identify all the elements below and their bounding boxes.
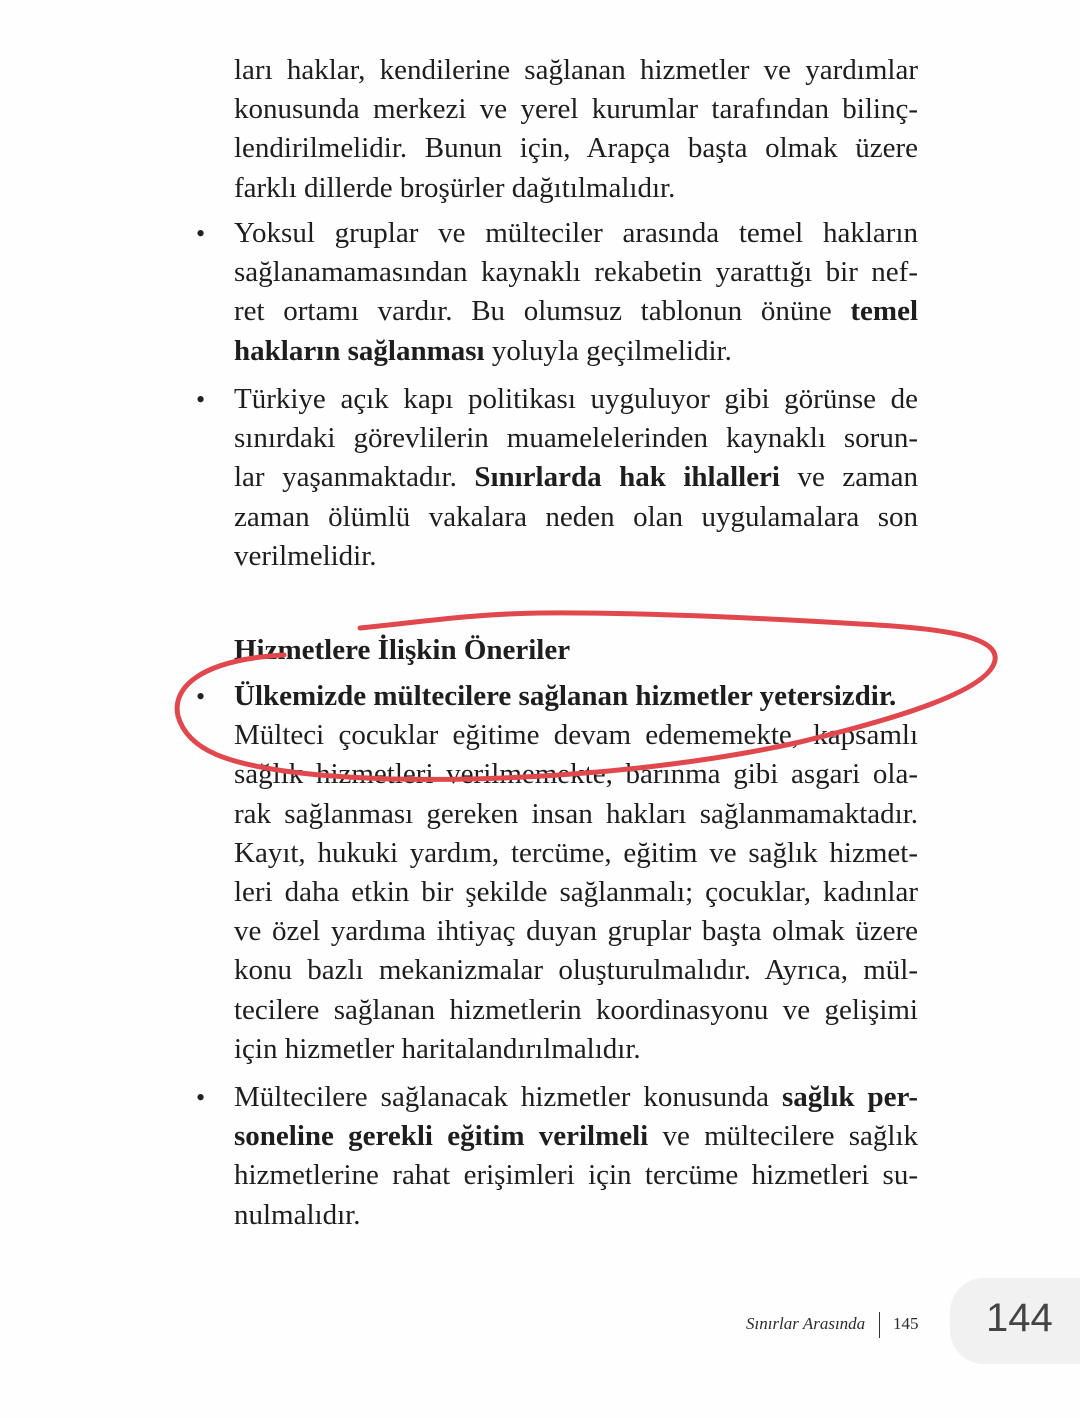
intro-line: konusunda merkezi ve yerel kurumlar tarafından bilinç-	[234, 93, 918, 126]
list-item-line: ve özel yardıma ihtiyaç duyan gruplar başta olmak üzere	[234, 915, 918, 948]
bullet-marker: •	[196, 385, 206, 414]
intro-line: ları haklar, kendilerine sağlanan hizmetler ve yardımlar	[234, 54, 918, 86]
list-item-line	[234, 677, 918, 716]
bold-text-run: Ülkemizde mültecilere sağlanan hizmetler yetersizdir.	[234, 680, 897, 712]
list-item-line: sağlık hizmetleri verilmemekte, barınma gibi asgari ola-	[234, 758, 918, 791]
text-run: lar yaşanmaktadır.	[234, 461, 457, 494]
text-run: ve zaman	[797, 461, 919, 494]
list-item-line	[234, 332, 918, 371]
text-run: ve mültecilere sağlık	[662, 1120, 918, 1153]
page-indicator-number: 144	[986, 1296, 1053, 1340]
list-item-line: sınırdaki görevlilerin muamelelerinden kaynaklı sorun-	[234, 422, 918, 455]
list-item-line	[234, 1078, 918, 1117]
footer-book-title: Sınırlar Arasında	[746, 1314, 866, 1333]
bold-text-run: hakların sağlanması	[234, 334, 485, 367]
text-run: Mültecilere sağlanacak hizmetler konusunda	[234, 1081, 770, 1113]
list-item-line: için hizmetler haritalandırılmalıdır.	[234, 1032, 641, 1065]
intro-line: farklı dillerde broşürler dağıtılmalıdır.	[234, 171, 676, 204]
bullet-item-border-violations	[234, 380, 918, 576]
list-item-line: nulmalıdır.	[234, 1198, 361, 1231]
bold-text-run: soneline gerekli eğitim verilmeli	[234, 1120, 649, 1153]
list-item-line: rak sağlanması gereken insan hakları sağlanmamaktadır.	[234, 797, 918, 830]
footer-page-number: 145	[893, 1314, 919, 1333]
footer-divider	[879, 1312, 880, 1338]
list-item-line	[234, 458, 918, 497]
bullet-marker: •	[196, 1083, 206, 1112]
list-item-line: Mülteci çocuklar eğitime devam edememekte, kapsamlı	[234, 719, 918, 752]
list-item-line: tecilere sağlanan hizmetlerin koordinasyonu ve gelişimi	[234, 993, 918, 1026]
bold-text-run: sağlık per-	[782, 1081, 918, 1113]
list-item-line: konu bazlı mekanizmalar oluşturulmalıdır. Ayrıca, mül-	[234, 954, 918, 987]
list-item-line	[234, 1117, 918, 1156]
bullet-item-insufficient-services	[234, 677, 918, 1069]
list-item-line: hizmetlerine rahat erişimleri için tercüme hizmetleri su-	[234, 1159, 918, 1192]
list-item-line: zaman ölümlü vakalara neden olan uygulamalara son	[234, 500, 918, 533]
list-item-line: verilmelidir.	[234, 539, 377, 572]
text-run: ret ortamı vardır. Bu olumsuz tablonun önüne	[234, 295, 832, 328]
text-run: yoluyla geçilmelidir.	[484, 334, 732, 367]
bullet-item-health-staff-training	[234, 1078, 918, 1235]
intro-line: lendirilmelidir. Bunun için, Arapça başta olmak üzere	[234, 132, 918, 165]
list-item-line: leri daha etkin bir şekilde sağlanmalı; çocuklar, kadınlar	[234, 875, 918, 908]
bullet-marker: •	[196, 219, 206, 248]
list-item-line: Kayıt, hukuki yardım, tercüme, eğitim ve sağlık hizmet-	[234, 836, 918, 869]
bold-text-run: Sınırlarda hak ihlalleri	[474, 461, 780, 494]
bullet-marker: •	[196, 682, 206, 711]
bold-text-run: temel	[850, 295, 919, 328]
list-item-line: Türkiye açık kapı politikası uyguluyor gibi görünse de	[234, 383, 918, 415]
list-item-line: Yoksul gruplar ve mülteciler arasında temel hakların	[234, 217, 918, 249]
section-heading: Hizmetlere İlişkin Öneriler	[234, 634, 571, 666]
list-item-line: sağlanamamasından kaynaklı rekabetin yarattığı bir nef-	[234, 256, 918, 289]
list-item-line	[234, 292, 918, 331]
intro-paragraph	[234, 51, 918, 208]
bullet-item-poverty-rivalry	[234, 214, 918, 371]
